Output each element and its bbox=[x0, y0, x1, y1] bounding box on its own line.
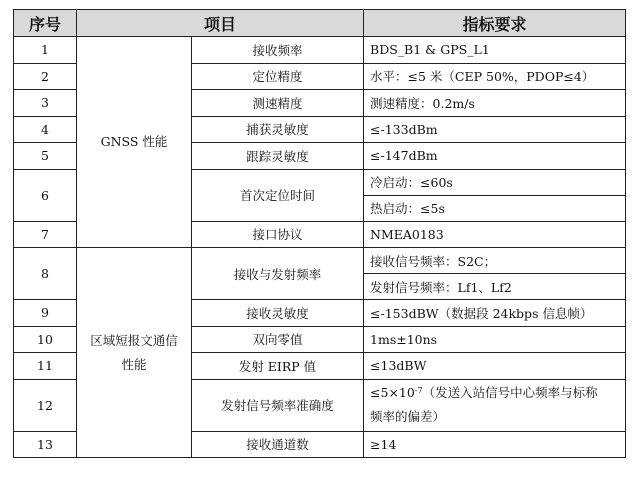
row-value: ≤-147dBm bbox=[364, 143, 626, 170]
row-item: 接收通道数 bbox=[192, 431, 364, 458]
row-value: NMEA0183 bbox=[364, 221, 626, 248]
row-number: 7 bbox=[14, 221, 77, 248]
row-item: 首次定位时间 bbox=[192, 169, 364, 221]
freq-accuracy-note: （发送入站信号中心频率与标称 bbox=[422, 385, 598, 400]
row-value bbox=[364, 379, 626, 431]
row-item: 发射信号频率准确度 bbox=[192, 379, 364, 431]
table-row bbox=[14, 248, 626, 274]
row-value: ≥14 bbox=[364, 431, 626, 458]
freq-accuracy-base: ≤5×10 bbox=[370, 385, 415, 400]
row-item: 接收灵敏度 bbox=[192, 300, 364, 327]
row-value-hot-start: 热启动：≤5s bbox=[364, 195, 626, 221]
category-gnss: GNSS 性能 bbox=[77, 37, 192, 248]
row-item: 测速精度 bbox=[192, 90, 364, 117]
row-number: 4 bbox=[14, 116, 77, 143]
row-value: ≤13dBW bbox=[364, 353, 626, 380]
row-item: 定位精度 bbox=[192, 63, 364, 90]
header-row bbox=[14, 10, 626, 37]
row-item: 接收频率 bbox=[192, 37, 364, 64]
row-number: 3 bbox=[14, 90, 77, 117]
spec-table bbox=[13, 9, 626, 458]
row-number: 5 bbox=[14, 143, 77, 170]
row-number: 1 bbox=[14, 37, 77, 64]
row-item: 双向零值 bbox=[192, 326, 364, 353]
row-item: 接口协议 bbox=[192, 221, 364, 248]
row-number: 13 bbox=[14, 431, 77, 458]
row-value: ≤-153dBW（数据段 24kbps 信息帧） bbox=[364, 300, 626, 327]
category-rsmc-line1: 区域短报文通信 bbox=[90, 332, 178, 348]
row-value: ≤-133dBm bbox=[364, 116, 626, 143]
freq-accuracy-exponent: -7 bbox=[414, 386, 423, 395]
row-number: 2 bbox=[14, 63, 77, 90]
row-number: 9 bbox=[14, 300, 77, 327]
category-rsmc bbox=[77, 248, 192, 458]
row-item: 跟踪灵敏度 bbox=[192, 143, 364, 170]
row-number: 10 bbox=[14, 326, 77, 353]
row-number: 8 bbox=[14, 248, 77, 300]
row-number: 11 bbox=[14, 353, 77, 380]
header-index: 序号 bbox=[14, 10, 77, 37]
header-item: 项目 bbox=[77, 10, 364, 37]
row-item: 发射 EIRP 值 bbox=[192, 353, 364, 380]
row-value-cold-start: 冷启动：≤60s bbox=[364, 169, 626, 195]
row-value: 水平：≤5 米（CEP 50%，PDOP≤4） bbox=[364, 63, 626, 90]
row-number: 6 bbox=[14, 169, 77, 221]
row-value-receive-freq: 接收信号频率：S2C； bbox=[364, 248, 626, 274]
row-value: BDS_B1 & GPS_L1 bbox=[364, 37, 626, 64]
row-item: 捕获灵敏度 bbox=[192, 116, 364, 143]
table-row bbox=[14, 37, 626, 64]
row-value-transmit-freq: 发射信号频率：Lf1、Lf2 bbox=[364, 274, 626, 300]
freq-accuracy-line1 bbox=[370, 381, 619, 405]
category-rsmc-line2: 性能 bbox=[121, 356, 147, 372]
row-item: 接收与发射频率 bbox=[192, 248, 364, 300]
header-requirement: 指标要求 bbox=[364, 10, 626, 37]
row-number: 12 bbox=[14, 379, 77, 431]
freq-accuracy-line2: 频率的偏差） bbox=[370, 409, 446, 424]
row-value: 测速精度：0.2m/s bbox=[364, 90, 626, 117]
row-value: 1ms±10ns bbox=[364, 326, 626, 353]
